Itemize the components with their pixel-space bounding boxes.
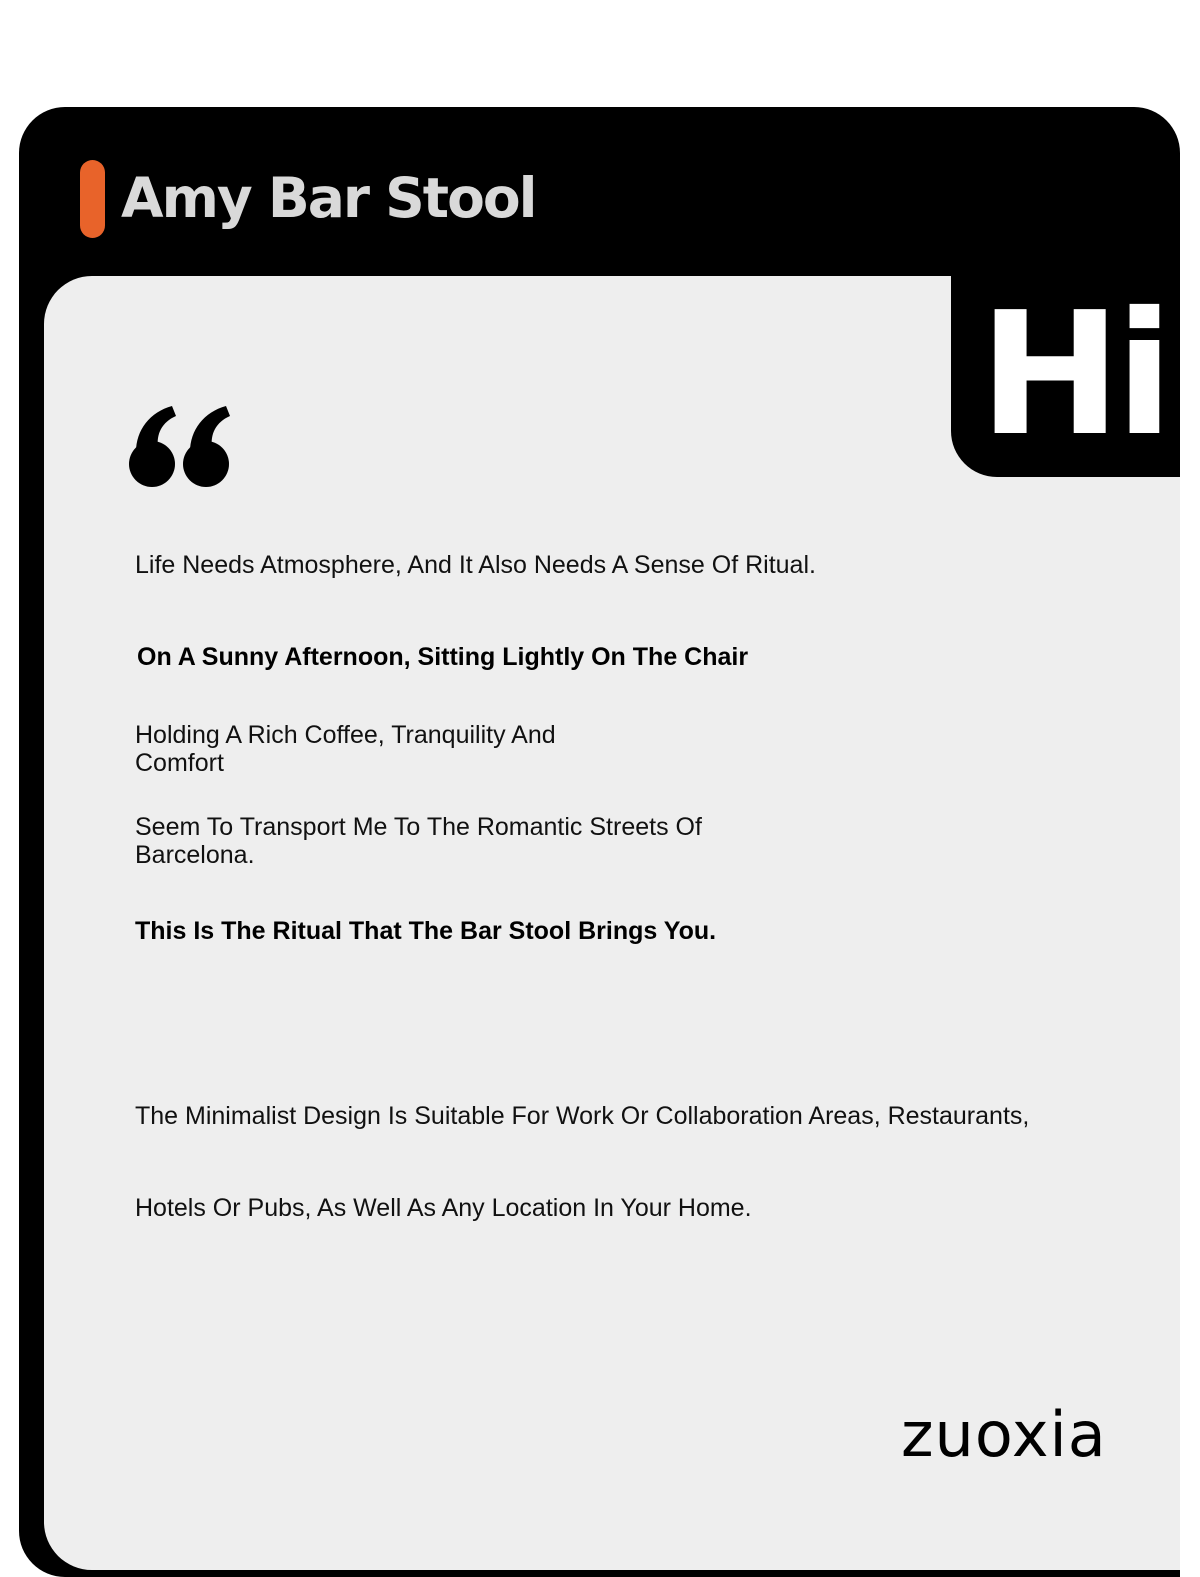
brand-logo: zuoxia: [901, 1398, 1107, 1471]
description-line: The Minimalist Design Is Suitable For Work Or Collaboration Areas, Restaurants,: [135, 1102, 1030, 1130]
quote-line: On A Sunny Afternoon, Sitting Lightly On The Chair: [137, 643, 749, 671]
quote-line: Holding A Rich Coffee, Tranquility And Comfort: [135, 721, 556, 777]
quote-line: Seem To Transport Me To The Romantic Streets Of Barcelona.: [135, 813, 702, 869]
hi-badge-text: Hi: [979, 276, 1168, 474]
title-accent-bar: [80, 160, 105, 238]
quote-line: This Is The Ritual That The Bar Stool Brings You.: [135, 917, 717, 945]
quote-line: Life Needs Atmosphere, And It Also Needs A Sense Of Ritual.: [135, 551, 816, 579]
description-line: Hotels Or Pubs, As Well As Any Location In Your Home.: [135, 1194, 752, 1222]
page-title: Amy Bar Stool: [121, 166, 536, 230]
open-quote-icon: [128, 404, 232, 488]
hi-badge: [951, 276, 1180, 477]
